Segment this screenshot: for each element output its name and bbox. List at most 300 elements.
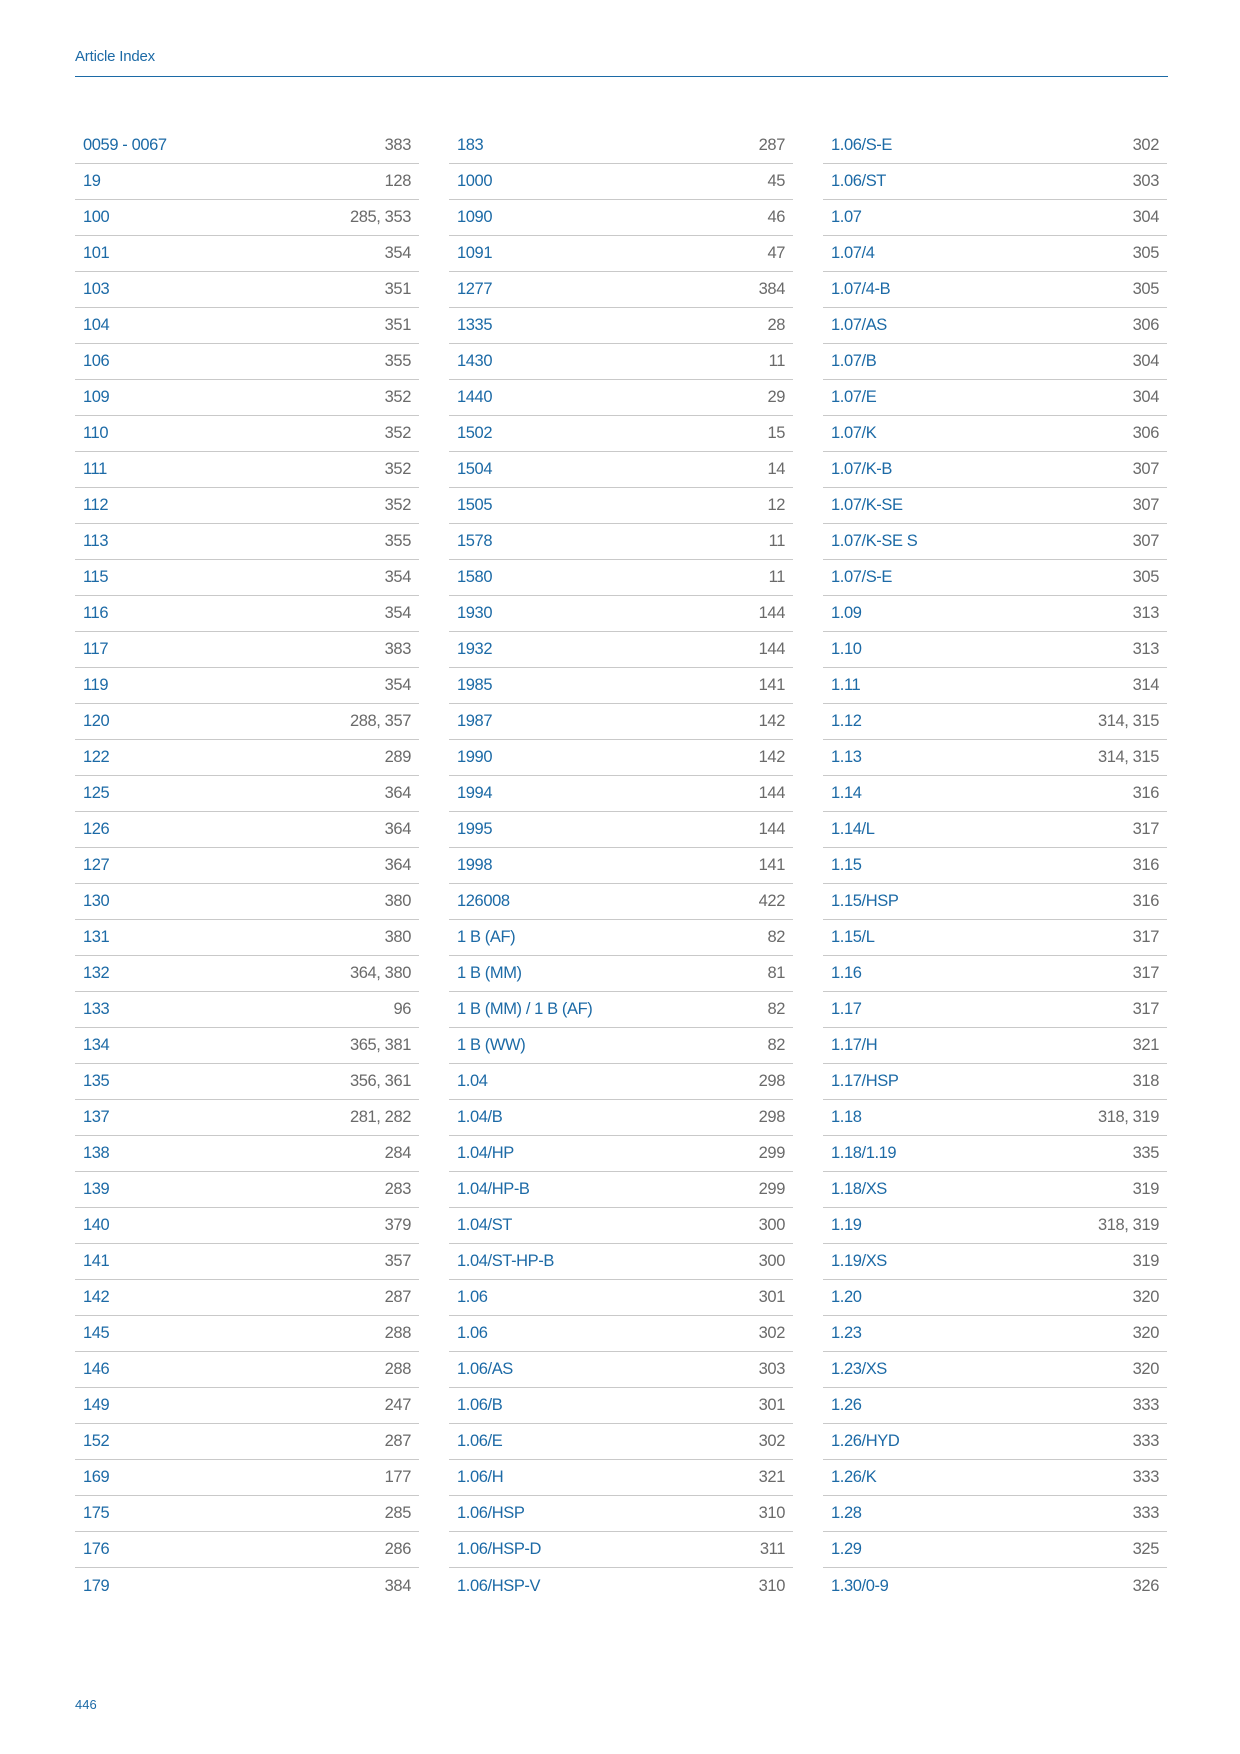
index-entry	[75, 632, 419, 668]
index-entry	[75, 812, 419, 848]
index-entry	[449, 1460, 793, 1496]
page-reference: 307	[1132, 460, 1159, 478]
page-reference: 300	[758, 1252, 785, 1270]
index-entry	[75, 272, 419, 308]
article-number: 1.20	[831, 1288, 862, 1306]
page-reference: 355	[384, 532, 411, 550]
index-entry	[75, 380, 419, 416]
page-reference: 28	[767, 316, 785, 334]
article-number: 1.23	[831, 1324, 862, 1342]
index-entry	[449, 1316, 793, 1352]
article-number: 1.04/ST	[457, 1216, 512, 1234]
page-reference: 320	[1132, 1324, 1159, 1342]
index-entry	[823, 1496, 1167, 1532]
page-reference: 333	[1132, 1432, 1159, 1450]
index-entry	[75, 1568, 419, 1604]
index-entry	[823, 1316, 1167, 1352]
index-entry	[75, 1172, 419, 1208]
index-entry	[449, 776, 793, 812]
article-number: 1 B (MM)	[457, 964, 522, 982]
page-reference: 354	[384, 676, 411, 694]
page-number: 446	[75, 1697, 97, 1712]
index-entry	[75, 920, 419, 956]
article-number: 138	[83, 1144, 110, 1162]
index-entry	[449, 1172, 793, 1208]
page-reference: 352	[384, 424, 411, 442]
index-entry	[449, 920, 793, 956]
index-entry	[823, 560, 1167, 596]
page-reference: 335	[1132, 1144, 1159, 1162]
page-reference: 365, 381	[349, 1036, 411, 1054]
article-number: 1430	[457, 352, 493, 370]
index-entry	[75, 992, 419, 1028]
article-number: 1.06/HSP-D	[457, 1540, 542, 1558]
article-number: 1.06/HSP	[457, 1504, 525, 1522]
index-entry	[75, 1424, 419, 1460]
page-reference: 299	[758, 1144, 785, 1162]
index-entry	[449, 308, 793, 344]
page-reference: 305	[1132, 244, 1159, 262]
article-number: 1.07/K	[831, 424, 877, 442]
article-number: 1.07/AS	[831, 316, 887, 334]
article-number: 1.07/B	[831, 352, 877, 370]
article-number: 1.09	[831, 604, 862, 622]
article-number: 1580	[457, 568, 493, 586]
index-entry	[449, 416, 793, 452]
page-reference: 352	[384, 388, 411, 406]
article-number: 1.06/E	[457, 1432, 503, 1450]
article-number: 1.18/1.19	[831, 1144, 897, 1162]
article-number: 1.06/H	[457, 1468, 504, 1486]
article-number: 109	[83, 388, 110, 406]
article-number: 1091	[457, 244, 493, 262]
index-entry	[75, 1352, 419, 1388]
article-number: 0059 - 0067	[83, 136, 167, 154]
index-entry	[449, 560, 793, 596]
page-reference: 351	[384, 280, 411, 298]
page-reference: 142	[758, 748, 785, 766]
article-number: 1.07	[831, 208, 862, 226]
article-number: 1504	[457, 460, 493, 478]
page-reference: 15	[767, 424, 785, 442]
article-number: 1090	[457, 208, 493, 226]
article-number: 1.07/4-B	[831, 280, 891, 298]
page-reference: 351	[384, 316, 411, 334]
index-entry	[75, 848, 419, 884]
article-number: 1.07/S-E	[831, 568, 893, 586]
article-number: 169	[83, 1468, 110, 1486]
index-entry	[823, 200, 1167, 236]
article-number: 152	[83, 1432, 110, 1450]
page-reference: 333	[1132, 1504, 1159, 1522]
index-entry	[823, 812, 1167, 848]
page-reference: 313	[1132, 604, 1159, 622]
index-entry	[75, 1496, 419, 1532]
index-entry	[823, 524, 1167, 560]
article-number: 1.28	[831, 1504, 862, 1522]
page-reference: 321	[1132, 1036, 1159, 1054]
index-entry	[75, 956, 419, 992]
page-reference: 310	[758, 1576, 785, 1595]
page-reference: 333	[1132, 1468, 1159, 1486]
page-reference: 305	[1132, 280, 1159, 298]
article-number: 127	[83, 856, 110, 874]
page-reference: 288	[384, 1360, 411, 1378]
index-entry	[75, 164, 419, 200]
page-reference: 307	[1132, 496, 1159, 514]
page-reference: 128	[384, 172, 411, 190]
article-number: 137	[83, 1108, 110, 1126]
page-reference: 96	[393, 1000, 411, 1018]
index-entry	[823, 1388, 1167, 1424]
article-number: 1.06/ST	[831, 172, 886, 190]
page-reference: 311	[759, 1540, 785, 1558]
article-number: 1.17/H	[831, 1036, 878, 1054]
article-number: 1 B (MM) / 1 B (AF)	[457, 1000, 593, 1018]
page-reference: 303	[1132, 172, 1159, 190]
article-number: 1.29	[831, 1540, 862, 1558]
article-number: 183	[457, 136, 484, 154]
index-entry	[449, 1028, 793, 1064]
article-number: 1 B (WW)	[457, 1036, 526, 1054]
article-number: 112	[83, 496, 109, 514]
index-entry	[75, 1028, 419, 1064]
article-number: 1.17	[831, 1000, 862, 1018]
index-entry	[75, 740, 419, 776]
article-number: 1990	[457, 748, 493, 766]
article-number: 111	[83, 460, 107, 478]
article-number: 1.04	[457, 1072, 488, 1090]
index-entry	[449, 1352, 793, 1388]
index-entry	[75, 236, 419, 272]
page-reference: 333	[1132, 1396, 1159, 1414]
index-entry	[449, 632, 793, 668]
page-reference: 318	[1132, 1072, 1159, 1090]
page-reference: 316	[1132, 892, 1159, 910]
article-number: 125	[83, 784, 110, 802]
index-entry	[823, 1280, 1167, 1316]
page-title: Article Index	[75, 48, 155, 65]
index-entry	[449, 1208, 793, 1244]
page-reference: 285	[384, 1504, 411, 1522]
page-reference: 364	[384, 820, 411, 838]
index-entry	[75, 308, 419, 344]
page-reference: 304	[1132, 208, 1159, 226]
index-entry	[449, 1388, 793, 1424]
page-reference: 302	[758, 1432, 785, 1450]
index-entry	[449, 1064, 793, 1100]
page-reference: 307	[1132, 532, 1159, 550]
index-entry	[75, 884, 419, 920]
index-entry	[449, 956, 793, 992]
index-entry	[823, 1028, 1167, 1064]
index-entry	[75, 560, 419, 596]
article-number: 1335	[457, 316, 493, 334]
article-number: 1.07/K-B	[831, 460, 893, 478]
index-column	[823, 128, 1167, 1604]
index-entry	[75, 1532, 419, 1568]
article-number: 1.15	[831, 856, 862, 874]
article-number: 1994	[457, 784, 493, 802]
page-reference: 289	[384, 748, 411, 766]
index-entry	[823, 380, 1167, 416]
article-number: 149	[83, 1396, 110, 1414]
index-entry	[75, 1208, 419, 1244]
article-number: 1930	[457, 604, 493, 622]
index-entry	[823, 1568, 1167, 1604]
index-entry	[75, 596, 419, 632]
index-entry	[75, 1100, 419, 1136]
index-entry	[75, 776, 419, 812]
article-number: 1.18/XS	[831, 1180, 887, 1198]
index-entry	[449, 812, 793, 848]
page-reference: 422	[758, 892, 785, 910]
article-number: 1.18	[831, 1108, 862, 1126]
index-entry	[823, 668, 1167, 704]
index-entry	[449, 380, 793, 416]
article-number: 1.04/HP	[457, 1144, 514, 1162]
page-reference: 304	[1132, 352, 1159, 370]
page-reference: 11	[768, 532, 785, 550]
index-columns	[75, 128, 1168, 1604]
page-reference: 303	[758, 1360, 785, 1378]
article-number: 1.04/HP-B	[457, 1180, 530, 1198]
page-reference: 299	[758, 1180, 785, 1198]
index-entry	[449, 452, 793, 488]
article-number: 1.06/AS	[457, 1360, 513, 1378]
article-number: 1.11	[831, 676, 861, 694]
page-reference: 287	[384, 1432, 411, 1450]
index-entry	[75, 344, 419, 380]
article-number: 110	[83, 424, 109, 442]
article-number: 1502	[457, 424, 493, 442]
index-entry	[449, 164, 793, 200]
page-reference: 144	[758, 604, 785, 622]
article-number: 106	[83, 352, 110, 370]
page-reference: 81	[767, 964, 785, 982]
page-reference: 384	[384, 1576, 411, 1595]
article-number: 1.26	[831, 1396, 862, 1414]
index-entry	[823, 1172, 1167, 1208]
index-entry	[823, 920, 1167, 956]
page-reference: 384	[758, 280, 785, 298]
article-number: 1.06/HSP-V	[457, 1576, 541, 1595]
page-reference: 82	[767, 928, 785, 946]
index-entry	[449, 1136, 793, 1172]
page-reference: 320	[1132, 1360, 1159, 1378]
index-entry	[823, 776, 1167, 812]
article-number: 1.26/HYD	[831, 1432, 900, 1450]
page-reference: 321	[758, 1468, 785, 1486]
article-number: 1.16	[831, 964, 862, 982]
index-entry	[449, 992, 793, 1028]
index-entry	[449, 704, 793, 740]
index-entry	[823, 1244, 1167, 1280]
article-number: 145	[83, 1324, 110, 1342]
page-reference: 357	[384, 1252, 411, 1270]
index-entry	[823, 128, 1167, 164]
article-number: 100	[83, 208, 110, 226]
article-number: 133	[83, 1000, 110, 1018]
article-number: 1.06	[457, 1288, 488, 1306]
page-reference: 46	[767, 208, 785, 226]
page-reference: 317	[1132, 1000, 1159, 1018]
index-entry	[823, 704, 1167, 740]
article-number: 1998	[457, 856, 493, 874]
page-reference: 319	[1132, 1180, 1159, 1198]
index-entry	[823, 740, 1167, 776]
index-entry	[75, 668, 419, 704]
page-reference: 325	[1132, 1540, 1159, 1558]
page-reference: 364	[384, 856, 411, 874]
article-number: 1.30/0-9	[831, 1576, 889, 1595]
index-entry	[449, 1280, 793, 1316]
article-number: 113	[83, 532, 109, 550]
index-entry	[823, 1208, 1167, 1244]
index-entry	[823, 1352, 1167, 1388]
index-entry	[823, 1136, 1167, 1172]
article-number: 130	[83, 892, 110, 910]
page-reference: 306	[1132, 316, 1159, 334]
page-reference: 144	[758, 640, 785, 658]
index-entry	[449, 1100, 793, 1136]
page-reference: 14	[767, 460, 785, 478]
article-number: 132	[83, 964, 110, 982]
index-entry	[449, 1424, 793, 1460]
article-number: 116	[83, 604, 109, 622]
page-reference: 141	[758, 676, 785, 694]
page-reference: 364, 380	[349, 964, 411, 982]
page-reference: 144	[758, 784, 785, 802]
page-reference: 144	[758, 820, 785, 838]
page-reference: 47	[767, 244, 785, 262]
article-number: 1.06/B	[457, 1396, 503, 1414]
page-reference: 318, 319	[1097, 1216, 1159, 1234]
page-reference: 383	[384, 136, 411, 154]
article-number: 142	[83, 1288, 110, 1306]
index-entry	[823, 236, 1167, 272]
page-reference: 82	[767, 1036, 785, 1054]
page-reference: 317	[1132, 820, 1159, 838]
index-entry	[823, 416, 1167, 452]
article-number: 1987	[457, 712, 493, 730]
page-reference: 314, 315	[1097, 712, 1159, 730]
index-entry	[449, 884, 793, 920]
page-reference: 302	[1132, 136, 1159, 154]
page-reference: 320	[1132, 1288, 1159, 1306]
page-reference: 314	[1132, 676, 1159, 694]
page-reference: 12	[767, 496, 785, 514]
article-number: 1.15/HSP	[831, 892, 899, 910]
article-number: 1932	[457, 640, 493, 658]
article-number: 1.07/K-SE	[831, 496, 903, 514]
page-reference: 247	[384, 1396, 411, 1414]
page-reference: 318, 319	[1097, 1108, 1159, 1126]
article-number: 134	[83, 1036, 110, 1054]
index-entry	[75, 416, 419, 452]
article-number: 1.19	[831, 1216, 862, 1234]
page-reference: 354	[384, 244, 411, 262]
index-entry	[823, 1460, 1167, 1496]
article-number: 1.12	[831, 712, 862, 730]
page-reference: 11	[768, 568, 785, 586]
article-number: 1578	[457, 532, 493, 550]
page-reference: 354	[384, 568, 411, 586]
page-reference: 286	[384, 1540, 411, 1558]
index-entry	[449, 128, 793, 164]
article-number: 1.07/4	[831, 244, 875, 262]
index-entry	[75, 1064, 419, 1100]
index-entry	[449, 200, 793, 236]
page-reference: 281, 282	[349, 1108, 411, 1126]
index-entry	[449, 596, 793, 632]
article-number: 1.04/ST-HP-B	[457, 1252, 554, 1270]
page-reference: 283	[384, 1180, 411, 1198]
page-reference: 326	[1132, 1576, 1159, 1595]
page-reference: 82	[767, 1000, 785, 1018]
index-entry	[449, 524, 793, 560]
article-number: 179	[83, 1576, 110, 1595]
index-entry	[823, 1064, 1167, 1100]
page-reference: 316	[1132, 856, 1159, 874]
article-number: 101	[83, 244, 110, 262]
article-number: 1.06/S-E	[831, 136, 893, 154]
page-reference: 354	[384, 604, 411, 622]
article-number: 1.23/XS	[831, 1360, 887, 1378]
article-number: 1.07/E	[831, 388, 877, 406]
index-column	[75, 128, 419, 1604]
article-number: 146	[83, 1360, 110, 1378]
index-entry	[823, 632, 1167, 668]
index-entry	[449, 236, 793, 272]
article-number: 1.19/XS	[831, 1252, 887, 1270]
article-number: 140	[83, 1216, 110, 1234]
page-reference: 298	[758, 1108, 785, 1126]
index-column	[449, 128, 793, 1604]
article-number: 115	[83, 568, 109, 586]
article-number: 1.14	[831, 784, 862, 802]
index-entry	[75, 1388, 419, 1424]
index-entry	[449, 272, 793, 308]
article-number: 1 B (AF)	[457, 928, 516, 946]
page-reference: 141	[758, 856, 785, 874]
index-entry	[823, 956, 1167, 992]
index-entry	[75, 1244, 419, 1280]
page-reference: 352	[384, 496, 411, 514]
index-entry	[75, 452, 419, 488]
index-entry	[449, 1568, 793, 1604]
page-reference: 29	[767, 388, 785, 406]
article-number: 1.26/K	[831, 1468, 877, 1486]
index-entry	[823, 884, 1167, 920]
article-number: 1.06	[457, 1324, 488, 1342]
index-entry	[823, 1532, 1167, 1568]
index-entry	[823, 452, 1167, 488]
page-reference: 285, 353	[349, 208, 411, 226]
article-number: 1985	[457, 676, 493, 694]
index-entry	[449, 1244, 793, 1280]
page-reference: 288	[384, 1324, 411, 1342]
page-reference: 288, 357	[349, 712, 411, 730]
page-reference: 314, 315	[1097, 748, 1159, 766]
article-number: 1440	[457, 388, 493, 406]
article-number: 126	[83, 820, 110, 838]
index-entry	[75, 1316, 419, 1352]
index-entry	[823, 344, 1167, 380]
article-number: 1.17/HSP	[831, 1072, 899, 1090]
index-entry	[75, 1460, 419, 1496]
page-reference: 304	[1132, 388, 1159, 406]
